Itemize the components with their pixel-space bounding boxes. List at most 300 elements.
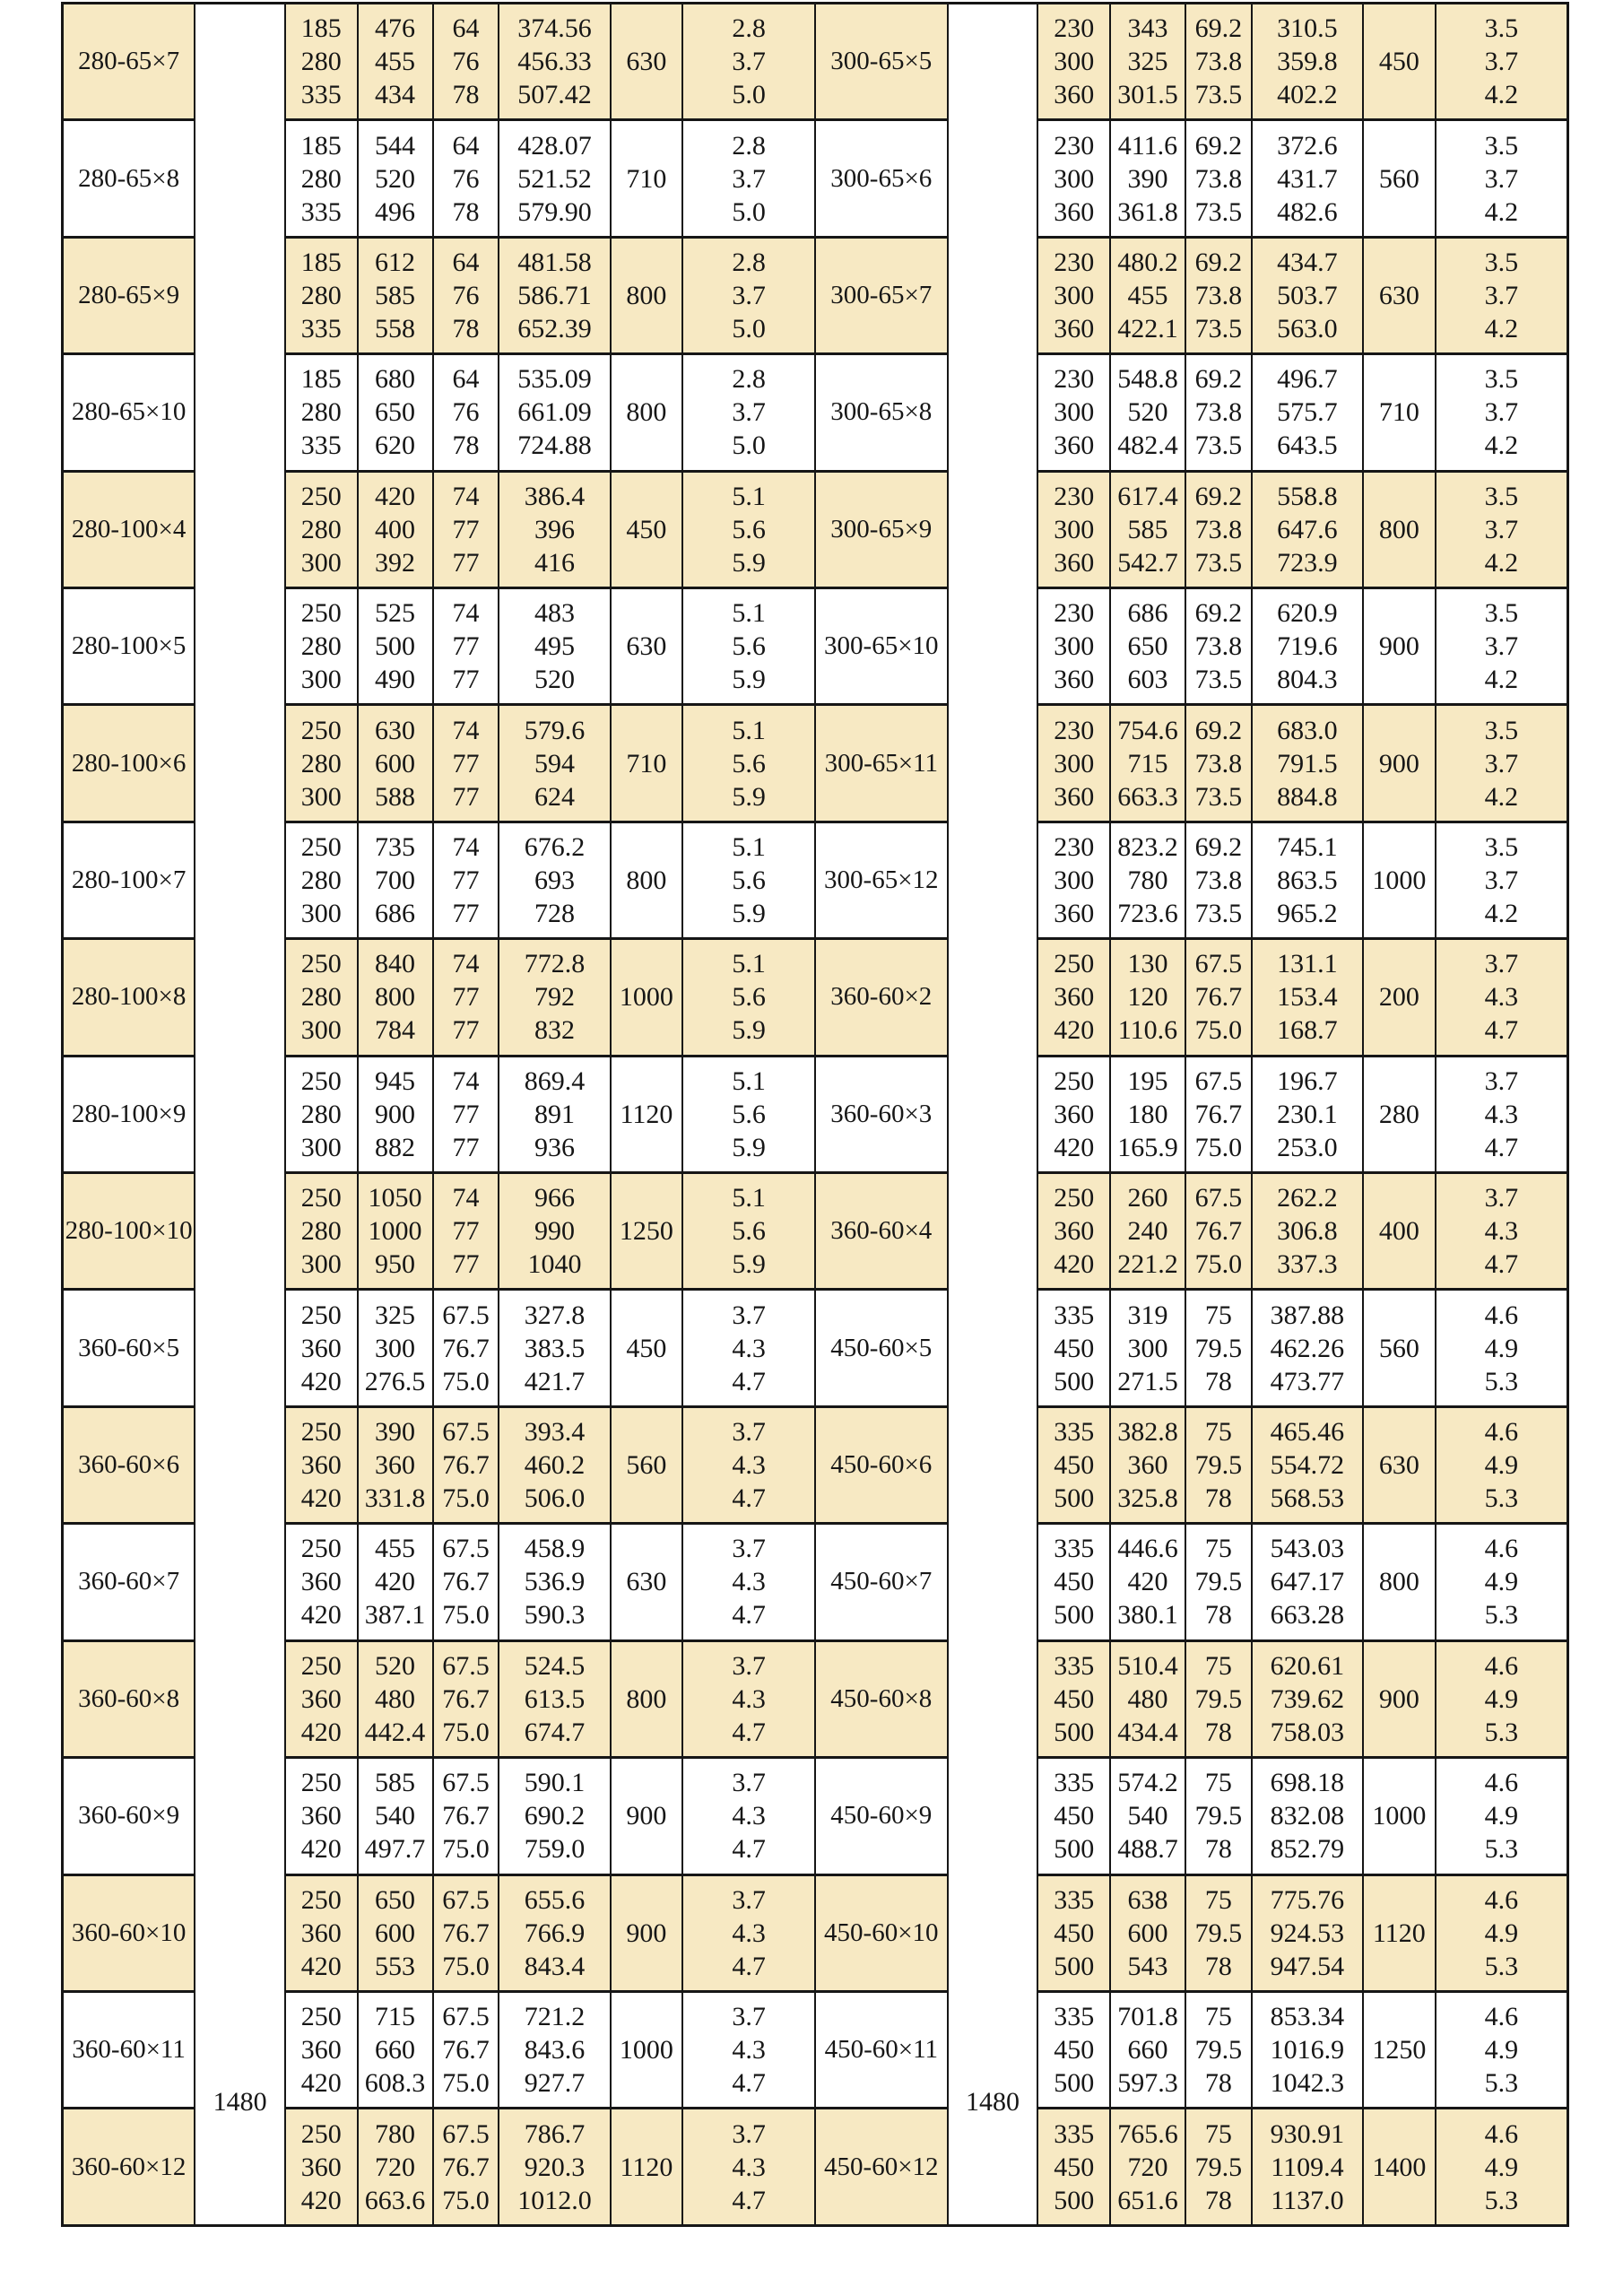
left-npsh-cell-value: 5.0 bbox=[732, 314, 766, 344]
left-motor-power-cell-value: 1000 bbox=[619, 982, 673, 1013]
left-efficiency-cell-value: 75.0 bbox=[442, 1834, 490, 1865]
right-flow-cell-value: 500 bbox=[1054, 1834, 1095, 1865]
left-npsh-cell-value: 4.3 bbox=[732, 1683, 766, 1714]
left-power-cell-value: 655.6 bbox=[524, 1884, 586, 1915]
right-model-cell-value: 300-65×6 bbox=[830, 163, 933, 193]
left-motor-power-cell bbox=[611, 1640, 683, 1757]
left-head-cell-value: 735 bbox=[375, 832, 416, 863]
right-head-cell bbox=[1110, 1173, 1185, 1290]
right-model-cell bbox=[815, 237, 948, 353]
left-head-cell bbox=[358, 1758, 433, 1874]
left-efficiency-cell-value: 78 bbox=[452, 196, 480, 227]
left-flow-cell-value: 335 bbox=[300, 80, 342, 110]
left-flow-cell-value: 360 bbox=[300, 1567, 342, 1597]
left-flow-cell bbox=[285, 822, 358, 938]
right-head-cell-value: 603 bbox=[1127, 665, 1168, 695]
left-power-cell-value: 386.4 bbox=[524, 481, 586, 511]
left-head-cell bbox=[358, 588, 433, 705]
left-efficiency-cell bbox=[433, 1173, 499, 1290]
right-power-cell-value: 832.08 bbox=[1270, 1801, 1345, 1831]
right-flow-cell bbox=[1037, 1056, 1110, 1172]
right-power-cell bbox=[1252, 1640, 1363, 1757]
right-flow-cell-value: 360 bbox=[1054, 196, 1095, 227]
right-motor-power-cell-value: 900 bbox=[1378, 1683, 1419, 1714]
right-efficiency-cell-value: 75.0 bbox=[1194, 1015, 1243, 1046]
right-flow-cell-value: 450 bbox=[1054, 2152, 1095, 2182]
right-npsh-cell bbox=[1436, 1524, 1568, 1640]
right-efficiency-cell-value: 79.5 bbox=[1194, 1683, 1243, 1714]
table-row bbox=[63, 1056, 1568, 1172]
right-flow-cell-value: 335 bbox=[1054, 1534, 1095, 1564]
right-efficiency-cell-value: 78 bbox=[1204, 1366, 1232, 1396]
left-npsh-cell-value: 3.7 bbox=[732, 1768, 766, 1798]
right-flow-cell-value: 300 bbox=[1054, 865, 1095, 896]
left-model-cell-value: 280-100×7 bbox=[71, 865, 187, 895]
right-power-cell-value: 719.6 bbox=[1277, 631, 1338, 662]
left-head-cell-value: 600 bbox=[375, 748, 416, 778]
left-flow-cell-value: 185 bbox=[300, 248, 342, 278]
left-flow-cell bbox=[285, 1524, 358, 1640]
right-model-cell bbox=[815, 2109, 948, 2226]
right-head-cell bbox=[1110, 705, 1185, 822]
left-efficiency-cell-value: 77 bbox=[452, 781, 480, 812]
left-power-cell-value: 966 bbox=[534, 1183, 575, 1213]
left-efficiency-cell-value: 64 bbox=[452, 13, 480, 44]
right-power-cell bbox=[1252, 1290, 1363, 1406]
right-npsh-cell-value: 4.3 bbox=[1484, 1099, 1519, 1129]
left-head-cell-value: 455 bbox=[375, 47, 416, 77]
right-flow-cell-value: 360 bbox=[1054, 899, 1095, 929]
right-npsh-cell bbox=[1436, 705, 1568, 822]
left-npsh-cell-value: 5.9 bbox=[732, 781, 766, 812]
left-flow-cell bbox=[285, 471, 358, 587]
right-efficiency-cell-value: 73.8 bbox=[1194, 397, 1243, 428]
left-power-cell-value: 586.71 bbox=[517, 281, 592, 311]
right-head-cell-value: 660 bbox=[1127, 2035, 1168, 2066]
left-power-cell-value: 724.88 bbox=[517, 430, 592, 461]
right-head-cell-value: 240 bbox=[1127, 1216, 1168, 1247]
right-npsh-cell bbox=[1436, 237, 1568, 353]
left-efficiency-cell bbox=[433, 1056, 499, 1172]
left-power-cell-value: 535.09 bbox=[517, 364, 592, 395]
right-head-cell-value: 585 bbox=[1127, 514, 1168, 544]
right-flow-cell-value: 300 bbox=[1054, 631, 1095, 662]
left-model-cell-value: 280-100×5 bbox=[71, 631, 187, 661]
left-power-cell bbox=[499, 1640, 610, 1757]
right-model-cell bbox=[815, 1874, 948, 1991]
right-efficiency-cell-value: 75 bbox=[1204, 1768, 1232, 1798]
right-model-cell bbox=[815, 1406, 948, 1523]
left-head-cell-value: 496 bbox=[375, 196, 416, 227]
right-flow-cell-value: 500 bbox=[1054, 1366, 1095, 1396]
left-head-cell-value: 325 bbox=[375, 1300, 416, 1330]
left-power-cell-value: 579.6 bbox=[524, 715, 586, 745]
left-model-cell-value: 280-100×10 bbox=[65, 1216, 193, 1246]
right-npsh-cell-value: 3.7 bbox=[1484, 631, 1519, 662]
left-model-cell bbox=[63, 4, 195, 120]
left-npsh-cell bbox=[682, 471, 815, 587]
right-model-cell-value: 450-60×5 bbox=[830, 1333, 933, 1362]
left-npsh-cell-value: 5.6 bbox=[732, 1216, 766, 1247]
left-power-cell-value: 421.7 bbox=[524, 1366, 586, 1396]
left-speed-cell bbox=[195, 4, 285, 2226]
left-power-cell-value: 579.90 bbox=[517, 196, 592, 227]
left-power-cell-value: 456.33 bbox=[517, 47, 592, 77]
right-flow-cell bbox=[1037, 237, 1110, 353]
right-head-cell-value: 325 bbox=[1127, 47, 1168, 77]
left-head-cell-value: 600 bbox=[375, 1918, 416, 1948]
left-efficiency-cell bbox=[433, 471, 499, 587]
left-npsh-cell bbox=[682, 1290, 815, 1406]
right-power-cell bbox=[1252, 588, 1363, 705]
right-efficiency-cell-value: 75 bbox=[1204, 1300, 1232, 1330]
right-efficiency-cell-value: 75.0 bbox=[1194, 1249, 1243, 1280]
right-efficiency-cell bbox=[1185, 237, 1252, 353]
right-npsh-cell-value: 3.7 bbox=[1484, 949, 1519, 979]
left-flow-cell-value: 420 bbox=[300, 1834, 342, 1865]
left-efficiency-cell bbox=[433, 1874, 499, 1991]
left-motor-power-cell bbox=[611, 120, 683, 237]
right-power-cell-value: 462.26 bbox=[1270, 1333, 1345, 1363]
right-model-cell bbox=[815, 1758, 948, 1874]
left-efficiency-cell-value: 77 bbox=[452, 1132, 480, 1162]
left-power-cell bbox=[499, 1758, 610, 1874]
right-power-cell-value: 230.1 bbox=[1277, 1099, 1338, 1129]
right-efficiency-cell bbox=[1185, 471, 1252, 587]
left-npsh-cell bbox=[682, 1640, 815, 1757]
right-flow-cell-value: 250 bbox=[1054, 1183, 1095, 1213]
left-npsh-cell-value: 4.3 bbox=[732, 1918, 766, 1948]
right-npsh-cell-value: 4.9 bbox=[1484, 2035, 1519, 2066]
right-head-cell-value: 361.8 bbox=[1117, 196, 1178, 227]
right-flow-cell-value: 335 bbox=[1054, 1768, 1095, 1798]
left-head-cell-value: 420 bbox=[375, 481, 416, 511]
right-head-cell bbox=[1110, 120, 1185, 237]
left-flow-cell-value: 250 bbox=[300, 832, 342, 863]
right-power-cell-value: 647.6 bbox=[1277, 514, 1338, 544]
left-head-cell-value: 784 bbox=[375, 1015, 416, 1046]
left-motor-power-cell-value: 1250 bbox=[619, 1216, 673, 1247]
left-npsh-cell-value: 5.6 bbox=[732, 631, 766, 662]
left-efficiency-cell-value: 75.0 bbox=[442, 1717, 490, 1747]
table-row bbox=[63, 120, 1568, 237]
left-motor-power-cell bbox=[611, 588, 683, 705]
left-model-cell bbox=[63, 1406, 195, 1523]
left-power-cell-value: 520 bbox=[534, 665, 575, 695]
right-efficiency-cell-value: 73.8 bbox=[1194, 281, 1243, 311]
right-efficiency-cell-value: 73.5 bbox=[1194, 314, 1243, 344]
right-model-cell-value: 300-65×9 bbox=[830, 514, 933, 544]
right-efficiency-cell bbox=[1185, 1991, 1252, 2108]
left-model-cell-value: 360-60×11 bbox=[72, 2035, 186, 2065]
left-flow-cell bbox=[285, 1991, 358, 2108]
right-power-cell-value: 698.18 bbox=[1270, 1768, 1345, 1798]
left-speed-cell-value: 1480 bbox=[213, 2087, 267, 2117]
right-flow-cell-value: 230 bbox=[1054, 130, 1095, 161]
table-row bbox=[63, 4, 1568, 120]
right-flow-cell-value: 360 bbox=[1054, 314, 1095, 344]
left-efficiency-cell-value: 77 bbox=[452, 665, 480, 695]
right-model-cell bbox=[815, 1991, 948, 2108]
left-flow-cell-value: 335 bbox=[300, 196, 342, 227]
left-power-cell-value: 624 bbox=[534, 781, 575, 812]
left-head-cell bbox=[358, 1406, 433, 1523]
right-head-cell bbox=[1110, 1758, 1185, 1874]
right-flow-cell bbox=[1037, 354, 1110, 471]
left-motor-power-cell bbox=[611, 4, 683, 120]
right-efficiency-cell-value: 75 bbox=[1204, 1534, 1232, 1564]
right-head-cell-value: 110.6 bbox=[1117, 1015, 1178, 1046]
right-efficiency-cell-value: 75 bbox=[1204, 1417, 1232, 1448]
right-model-cell bbox=[815, 822, 948, 938]
left-power-cell-value: 843.6 bbox=[524, 2035, 586, 2066]
right-model-cell bbox=[815, 939, 948, 1056]
right-power-cell-value: 337.3 bbox=[1277, 1249, 1338, 1280]
right-npsh-cell-value: 4.2 bbox=[1484, 314, 1519, 344]
left-head-cell-value: 455 bbox=[375, 1534, 416, 1564]
right-head-cell-value: 434.4 bbox=[1117, 1717, 1178, 1747]
right-head-cell-value: 271.5 bbox=[1117, 1366, 1178, 1396]
left-power-cell-value: 507.42 bbox=[517, 80, 592, 110]
left-efficiency-cell bbox=[433, 1524, 499, 1640]
right-head-cell bbox=[1110, 2109, 1185, 2226]
right-efficiency-cell-value: 73.5 bbox=[1194, 430, 1243, 461]
right-flow-cell bbox=[1037, 822, 1110, 938]
right-power-cell-value: 791.5 bbox=[1277, 748, 1338, 778]
right-flow-cell bbox=[1037, 1758, 1110, 1874]
left-efficiency-cell bbox=[433, 1991, 499, 2108]
left-motor-power-cell-value: 560 bbox=[626, 1450, 667, 1481]
left-motor-power-cell-value: 1120 bbox=[620, 2152, 673, 2182]
left-flow-cell-value: 280 bbox=[300, 1216, 342, 1247]
right-flow-cell bbox=[1037, 705, 1110, 822]
left-head-cell bbox=[358, 1991, 433, 2108]
right-flow-cell-value: 450 bbox=[1054, 1567, 1095, 1597]
right-model-cell-value: 300-65×7 bbox=[830, 281, 933, 310]
right-flow-cell-value: 500 bbox=[1054, 1717, 1095, 1747]
right-power-cell bbox=[1252, 1758, 1363, 1874]
right-efficiency-cell bbox=[1185, 939, 1252, 1056]
left-motor-power-cell-value: 710 bbox=[626, 748, 667, 778]
left-efficiency-cell-value: 67.5 bbox=[442, 2002, 490, 2032]
right-flow-cell-value: 300 bbox=[1054, 397, 1095, 428]
left-flow-cell-value: 185 bbox=[300, 364, 342, 395]
left-npsh-cell-value: 5.1 bbox=[732, 1065, 766, 1096]
left-model-cell bbox=[63, 588, 195, 705]
right-motor-power-cell bbox=[1363, 2109, 1436, 2226]
left-motor-power-cell bbox=[611, 1758, 683, 1874]
right-power-cell bbox=[1252, 354, 1363, 471]
right-flow-cell bbox=[1037, 1640, 1110, 1757]
right-model-cell bbox=[815, 588, 948, 705]
left-model-cell bbox=[63, 2109, 195, 2226]
left-npsh-cell bbox=[682, 237, 815, 353]
right-npsh-cell-value: 5.3 bbox=[1484, 1951, 1519, 1981]
left-power-cell-value: 1012.0 bbox=[517, 2185, 592, 2215]
right-efficiency-cell-value: 78 bbox=[1204, 1834, 1232, 1865]
pump-specification-table bbox=[61, 2, 1569, 2227]
right-head-cell-value: 390 bbox=[1127, 163, 1168, 194]
left-efficiency-cell-value: 74 bbox=[452, 598, 480, 629]
left-efficiency-cell-value: 74 bbox=[452, 949, 480, 979]
left-head-cell bbox=[358, 1640, 433, 1757]
table-row bbox=[63, 1991, 1568, 2108]
left-efficiency-cell bbox=[433, 120, 499, 237]
left-npsh-cell-value: 4.7 bbox=[732, 2068, 766, 2099]
right-head-cell-value: 221.2 bbox=[1117, 1249, 1178, 1280]
right-npsh-cell-value: 4.7 bbox=[1484, 1132, 1519, 1162]
right-power-cell-value: 647.17 bbox=[1270, 1567, 1345, 1597]
left-efficiency-cell bbox=[433, 1406, 499, 1523]
left-model-cell bbox=[63, 1640, 195, 1757]
right-flow-cell-value: 450 bbox=[1054, 1333, 1095, 1363]
left-motor-power-cell bbox=[611, 471, 683, 587]
left-flow-cell bbox=[285, 939, 358, 1056]
table-row bbox=[63, 822, 1568, 938]
left-npsh-cell bbox=[682, 705, 815, 822]
right-motor-power-cell-value: 280 bbox=[1378, 1099, 1419, 1129]
right-efficiency-cell-value: 73.5 bbox=[1194, 196, 1243, 227]
right-efficiency-cell bbox=[1185, 1758, 1252, 1874]
right-npsh-cell-value: 5.3 bbox=[1484, 1834, 1519, 1865]
right-head-cell bbox=[1110, 471, 1185, 587]
right-head-cell-value: 715 bbox=[1127, 748, 1168, 778]
left-npsh-cell-value: 3.7 bbox=[732, 1884, 766, 1915]
left-head-cell-value: 480 bbox=[375, 1683, 416, 1714]
right-flow-cell-value: 230 bbox=[1054, 248, 1095, 278]
right-motor-power-cell-value: 1120 bbox=[1372, 1918, 1426, 1948]
table-row bbox=[63, 237, 1568, 353]
left-efficiency-cell-value: 77 bbox=[452, 547, 480, 578]
left-flow-cell-value: 250 bbox=[300, 1650, 342, 1681]
left-power-cell-value: 495 bbox=[534, 631, 575, 662]
right-motor-power-cell bbox=[1363, 1290, 1436, 1406]
left-power-cell-value: 524.5 bbox=[524, 1650, 586, 1681]
left-efficiency-cell-value: 78 bbox=[452, 430, 480, 461]
left-head-cell-value: 945 bbox=[375, 1065, 416, 1096]
right-efficiency-cell-value: 69.2 bbox=[1194, 248, 1243, 278]
right-power-cell-value: 924.53 bbox=[1270, 1918, 1345, 1948]
left-flow-cell-value: 335 bbox=[300, 430, 342, 461]
table-row bbox=[63, 1758, 1568, 1874]
right-efficiency-cell bbox=[1185, 705, 1252, 822]
right-model-cell-value: 300-65×5 bbox=[830, 47, 933, 76]
left-motor-power-cell-value: 630 bbox=[626, 1567, 667, 1597]
right-head-cell-value: 686 bbox=[1127, 598, 1168, 629]
right-efficiency-cell-value: 73.5 bbox=[1194, 547, 1243, 578]
right-power-cell bbox=[1252, 2109, 1363, 2226]
left-model-cell-value: 280-100×8 bbox=[71, 982, 187, 1012]
right-head-cell-value: 823.2 bbox=[1117, 832, 1178, 863]
left-npsh-cell-value: 5.9 bbox=[732, 899, 766, 929]
right-efficiency-cell-value: 69.2 bbox=[1194, 598, 1243, 629]
left-flow-cell-value: 360 bbox=[300, 1450, 342, 1481]
right-flow-cell bbox=[1037, 1524, 1110, 1640]
right-flow-cell-value: 300 bbox=[1054, 163, 1095, 194]
right-power-cell-value: 1109.4 bbox=[1271, 2152, 1344, 2182]
right-efficiency-cell-value: 69.2 bbox=[1194, 130, 1243, 161]
right-motor-power-cell bbox=[1363, 588, 1436, 705]
right-head-cell bbox=[1110, 822, 1185, 938]
right-head-cell-value: 765.6 bbox=[1117, 2118, 1178, 2149]
right-head-cell-value: 651.6 bbox=[1117, 2185, 1178, 2215]
left-flow-cell-value: 250 bbox=[300, 949, 342, 979]
right-model-cell bbox=[815, 1173, 948, 1290]
right-flow-cell-value: 450 bbox=[1054, 1918, 1095, 1948]
left-head-cell-value: 585 bbox=[375, 1768, 416, 1798]
left-head-cell-value: 276.5 bbox=[364, 1366, 426, 1396]
right-power-cell bbox=[1252, 1173, 1363, 1290]
table-row bbox=[63, 1406, 1568, 1523]
right-power-cell-value: 663.28 bbox=[1270, 1600, 1345, 1631]
right-flow-cell-value: 360 bbox=[1054, 982, 1095, 1013]
right-flow-cell-value: 230 bbox=[1054, 832, 1095, 863]
left-model-cell bbox=[63, 822, 195, 938]
right-efficiency-cell-value: 73.8 bbox=[1194, 631, 1243, 662]
right-motor-power-cell-value: 1000 bbox=[1372, 865, 1427, 896]
right-model-cell bbox=[815, 120, 948, 237]
right-npsh-cell-value: 4.3 bbox=[1484, 982, 1519, 1013]
left-npsh-cell-value: 5.1 bbox=[732, 598, 766, 629]
right-model-cell bbox=[815, 471, 948, 587]
right-power-cell-value: 852.79 bbox=[1270, 1834, 1345, 1865]
right-power-cell-value: 554.72 bbox=[1270, 1450, 1345, 1481]
right-flow-cell-value: 420 bbox=[1054, 1132, 1095, 1162]
left-head-cell-value: 663.6 bbox=[364, 2185, 426, 2215]
left-flow-cell-value: 250 bbox=[300, 715, 342, 745]
left-head-cell-value: 331.8 bbox=[364, 1483, 426, 1514]
left-power-cell-value: 920.3 bbox=[524, 2152, 586, 2182]
right-head-cell bbox=[1110, 1056, 1185, 1172]
right-efficiency-cell bbox=[1185, 1056, 1252, 1172]
right-flow-cell-value: 300 bbox=[1054, 748, 1095, 778]
left-head-cell-value: 1050 bbox=[368, 1183, 422, 1213]
left-head-cell-value: 420 bbox=[375, 1567, 416, 1597]
left-npsh-cell-value: 5.9 bbox=[732, 547, 766, 578]
right-npsh-cell-value: 3.5 bbox=[1484, 364, 1519, 395]
right-npsh-cell-value: 3.7 bbox=[1484, 47, 1519, 77]
right-npsh-cell bbox=[1436, 939, 1568, 1056]
right-flow-cell-value: 360 bbox=[1054, 1099, 1095, 1129]
right-npsh-cell-value: 4.9 bbox=[1484, 1333, 1519, 1363]
right-motor-power-cell-value: 630 bbox=[1378, 1450, 1419, 1481]
left-model-cell-value: 280-100×6 bbox=[71, 748, 187, 778]
right-flow-cell bbox=[1037, 1991, 1110, 2108]
left-model-cell-value: 360-60×8 bbox=[78, 1683, 180, 1713]
right-efficiency-cell-value: 75.0 bbox=[1194, 1132, 1243, 1162]
left-npsh-cell-value: 3.7 bbox=[732, 1417, 766, 1448]
left-efficiency-cell-value: 67.5 bbox=[442, 2118, 490, 2149]
left-npsh-cell-value: 4.3 bbox=[732, 2035, 766, 2066]
right-power-cell-value: 1137.0 bbox=[1271, 2185, 1344, 2215]
left-head-cell-value: 520 bbox=[375, 163, 416, 194]
left-efficiency-cell-value: 77 bbox=[452, 631, 480, 662]
left-head-cell-value: 553 bbox=[375, 1951, 416, 1981]
left-head-cell-value: 558 bbox=[375, 314, 416, 344]
left-power-cell-value: 792 bbox=[534, 982, 575, 1013]
right-head-cell bbox=[1110, 1640, 1185, 1757]
left-flow-cell bbox=[285, 1173, 358, 1290]
left-flow-cell-value: 280 bbox=[300, 631, 342, 662]
right-model-cell-value: 360-60×2 bbox=[830, 982, 933, 1012]
right-power-cell-value: 683.0 bbox=[1277, 715, 1338, 745]
right-npsh-cell-value: 4.6 bbox=[1484, 1534, 1519, 1564]
left-model-cell-value: 280-65×8 bbox=[78, 163, 180, 193]
left-flow-cell-value: 250 bbox=[300, 1183, 342, 1213]
left-efficiency-cell-value: 77 bbox=[452, 1099, 480, 1129]
right-head-cell-value: 195 bbox=[1127, 1065, 1168, 1096]
right-head-cell-value: 411.6 bbox=[1117, 130, 1178, 161]
